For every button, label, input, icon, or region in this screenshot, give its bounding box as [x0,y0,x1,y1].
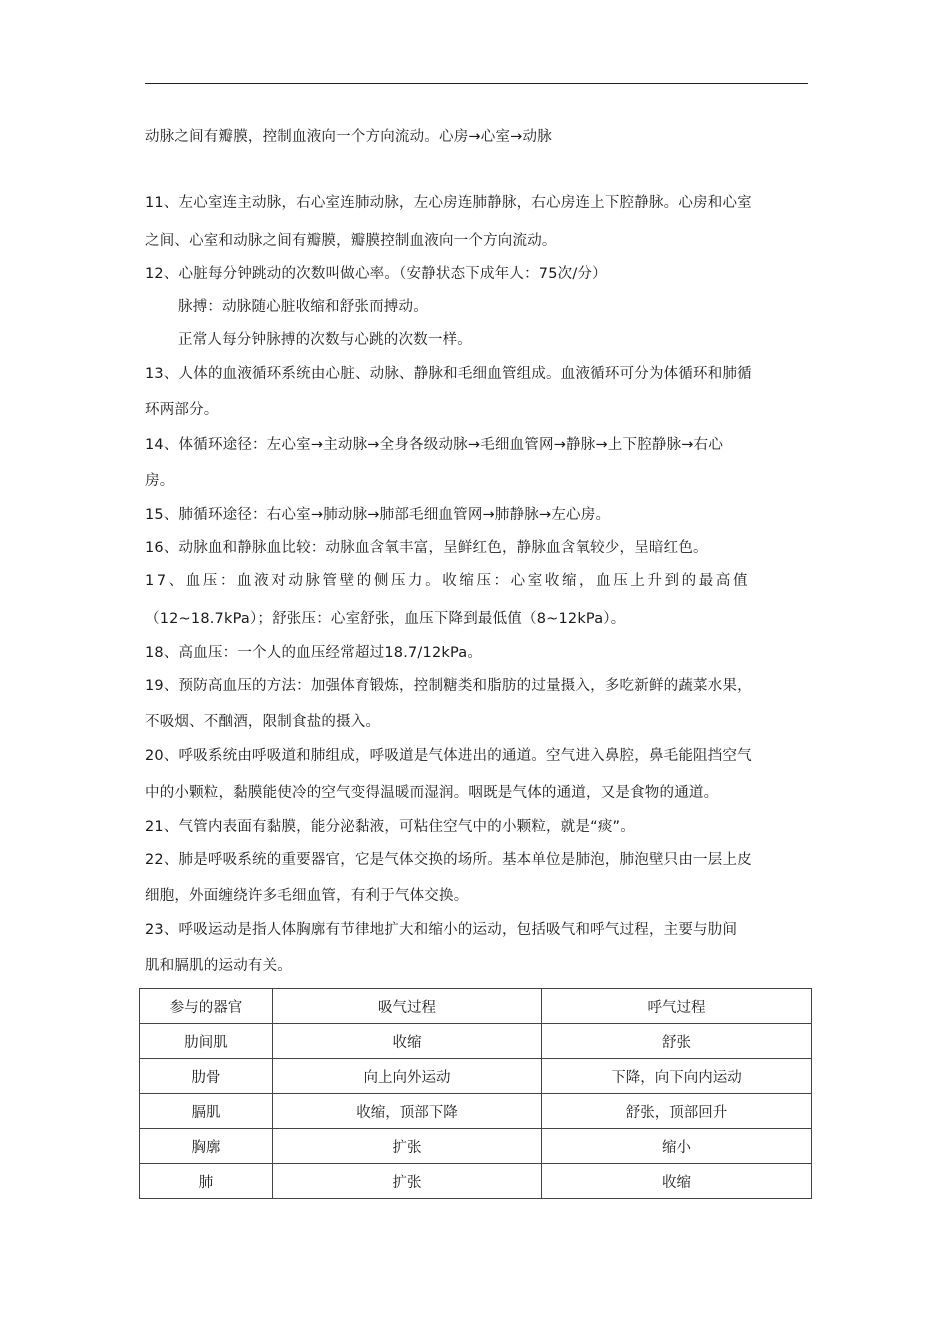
table-cell: 收缩 [542,1164,812,1199]
text-line: 不吸烟、不酗酒，限制食盐的摄入。 [145,714,381,730]
table-cell: 肋骨 [140,1059,273,1094]
text-line: 肌和膈肌的运动有关。 [145,958,292,974]
table-row [140,1024,812,1059]
header-cell-inhale: 吸气过程 [273,989,542,1024]
respiration-table [139,988,812,1199]
text-line: 18、高血压：一个人的血压经常超过18.7/12kPa。 [145,645,483,661]
text-line: 23、呼吸运动是指人体胸廓有节律地扩大和缩小的运动，包括吸气和呼气过程，主要与肋间 [145,922,738,938]
table-cell: 扩张 [273,1164,542,1199]
table-row [140,1164,812,1199]
text-line: 环两部分。 [145,402,219,418]
table-cell: 膈肌 [140,1094,273,1129]
text-line: （12~18.7kPa）；舒张压：心室舒张，血压下降到最低值（8~12kPa）。 [145,611,626,627]
table-row [140,1059,812,1094]
text-line: 15、肺循环途径：右心室→肺动脉→肺部毛细血管网→肺静脉→左心房。 [145,507,611,523]
table-cell: 肋间肌 [140,1024,273,1059]
text-line: 11、左心室连主动脉，右心室连肺动脉，左心房连肺静脉，右心房连上下腔静脉。心房和心室 [145,195,752,211]
table-cell: 肺 [140,1164,273,1199]
text-line: 12、心脏每分钟跳动的次数叫做心率。（安静状态下成年人：75次/分） [145,266,607,282]
text-line: 19、预防高血压的方法：加强体育锻炼，控制糖类和脂肪的过量摄入，多吃新鲜的蔬菜水果， [145,678,752,694]
header-cell-organ: 参与的器官 [140,989,273,1024]
text-line: 14、体循环途径：左心室→主动脉→全身各级动脉→毛细血管网→静脉→上下腔静脉→右心 [145,437,724,453]
text-line: 22、肺是呼吸系统的重要器官，它是气体交换的场所。基本单位是肺泡，肺泡壁只由一层上皮 [145,852,752,868]
table-cell: 缩小 [542,1129,812,1164]
text-line: 动脉之间有瓣膜，控制血液向一个方向流动。心房→心室→动脉 [145,129,552,145]
table-cell: 向上向外运动 [273,1059,542,1094]
text-line: 21、气管内表面有黏膜，能分泌黏液，可粘住空气中的小颗粒，就是“痰”。 [145,819,635,835]
text-line: 20、呼吸系统由呼吸道和肺组成，呼吸道是气体进出的通道。空气进入鼻腔，鼻毛能阻挡空气 [145,748,752,764]
text-line: 16、动脉血和静脉血比较：动脉血含氧丰富，呈鲜红色，静脉血含氧较少，呈暗红色。 [145,540,708,556]
text-line: 17、血压：血液对动脉管壁的侧压力。收缩压：心室收缩，血压上升到的最高值 [145,573,751,589]
table-cell: 舒张 [542,1024,812,1059]
text-line: 脉搏：动脉随心脏收缩和舒张而搏动。 [178,299,428,315]
table-cell: 胸廓 [140,1129,273,1164]
table-row [140,1129,812,1164]
table-cell: 扩张 [273,1129,542,1164]
text-line: 细胞，外面缠绕许多毛细血管，有利于气体交换。 [145,888,469,904]
header-rule [145,83,808,84]
table-cell: 收缩 [273,1024,542,1059]
table-cell: 舒张，顶部回升 [542,1094,812,1129]
header-cell-exhale: 呼气过程 [542,989,812,1024]
table-cell: 收缩，顶部下降 [273,1094,542,1129]
table-row [140,1094,812,1129]
text-line: 正常人每分钟脉搏的次数与心跳的次数一样。 [178,332,472,348]
text-line: 中的小颗粒，黏膜能使冷的空气变得温暖而湿润。咽既是气体的通道，又是食物的通道。 [145,785,719,801]
table-cell: 下降，向下向内运动 [542,1059,812,1094]
text-line: 房。 [145,473,175,489]
text-line: 之间、心室和动脉之间有瓣膜，瓣膜控制血液向一个方向流动。 [145,233,557,249]
table-header-row [140,989,812,1024]
text-line: 13、人体的血液循环系统由心脏、动脉、静脉和毛细血管组成。血液循环可分为体循环和肺循 [145,366,752,382]
